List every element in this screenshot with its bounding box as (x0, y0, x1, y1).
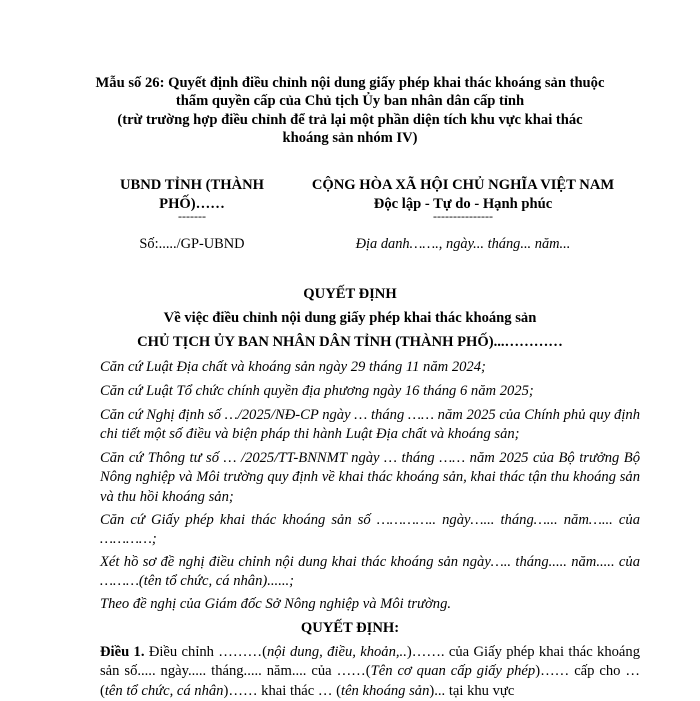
article-1-text: Điều chỉnh ………( (144, 644, 267, 660)
issuing-authority-line: PHỐ)…… (159, 196, 225, 212)
article-1-placeholder: Tên cơ quan cấp giấy phép (370, 663, 536, 680)
form-title (90, 74, 610, 148)
legal-basis-2: Căn cứ Luật Tổ chức chính quyền địa phương ngày 16 tháng 6 năm 2025; (100, 383, 534, 399)
article-1-text: )... tại khu vực (429, 682, 515, 699)
legal-basis-3: Căn cứ Nghị định số …/2025/NĐ-CP ngày … tháng …… năm 2025 của Chính phủ quy định chi tiết một số điều và biện pháp thi hành Luật Địa chất và khoáng sản; (100, 407, 640, 443)
form-title-line: thẩm quyền cấp của Chủ tịch Ủy ban nhân dân cấp tỉnh (175, 93, 525, 110)
issuing-authority-line: UBND TỈNH (THÀNH (119, 177, 265, 193)
form-title-line: Mẫu số 26: Quyết định điều chỉnh nội dung giấy phép khai thác khoáng sản thuộc (95, 75, 605, 91)
form-title-line: khoáng sản nhóm IV) (282, 130, 418, 147)
legal-basis-5: Căn cứ Giấy phép khai thác khoáng sản số ………….. ngày…... tháng…... năm…... của …………; (100, 512, 640, 548)
motto: Độc lập - Tự do - Hạnh phúc (373, 196, 553, 212)
motto-divider: --------------- (433, 209, 493, 223)
decision-heading: QUYẾT ĐỊNH (303, 286, 397, 302)
legal-basis-1: Căn cứ Luật Địa chất và khoáng sản ngày 29 tháng 11 năm 2024; (100, 359, 486, 375)
decision-subject: Về việc điều chỉnh nội dung giấy phép khai thác khoáng sản (163, 310, 537, 326)
country-name: CỘNG HÒA XÃ HỘI CHỦ NGHĨA VIỆT NAM (311, 177, 615, 193)
legal-basis-4: Căn cứ Thông tư số … /2025/TT-BNNMT ngày … tháng …… năm 2025 của Bộ trưởng Bộ Nông nghiệp và Môi trường quy định về khai thác khoáng sản, khai thác tận thu khoáng sản và thu hồi khoáng sản; (100, 450, 640, 505)
article-1-placeholder: nội dung, điều, khoản,.. (266, 644, 407, 660)
legal-basis-6: Xét hồ sơ đề nghị điều chỉnh nội dung khai thác khoáng sản ngày….. tháng..... năm..... của ………(tên tổ chức, cá nhân)......; (100, 554, 640, 590)
decision-heading-2: QUYẾT ĐỊNH: (300, 620, 400, 636)
article-1-text: )…… khai thác … ( (223, 682, 342, 699)
chairman-line: CHỦ TỊCH ỦY BAN NHÂN DÂN TỈNH (THÀNH PHỐ)...………… (137, 334, 563, 350)
legal-basis-7: Theo đề nghị của Giám đốc Sở Nông nghiệp và Môi trường. (100, 596, 452, 612)
authority-divider: ------- (178, 209, 206, 223)
article-1-placeholder: tên tổ chức, cá nhân (104, 682, 224, 699)
article-1-label: Điều 1. (100, 644, 145, 660)
form-title-line: (trừ trường hợp điều chỉnh để trả lại một phần diện tích khu vực khai thác (117, 111, 583, 128)
place-date: Địa danh……., ngày... tháng... năm... (355, 236, 571, 252)
article-1-placeholder: tên khoáng sản (341, 682, 430, 699)
article-1 (100, 643, 640, 701)
article-1-text: )……. của Giấy phép khai thác khoáng sản số..... ngày..... tháng..... năm.... của ……( (100, 644, 640, 680)
article-1-text: )…… cấp cho … ( (100, 663, 640, 699)
document-number: Số:...../GP-UBND (139, 236, 245, 252)
